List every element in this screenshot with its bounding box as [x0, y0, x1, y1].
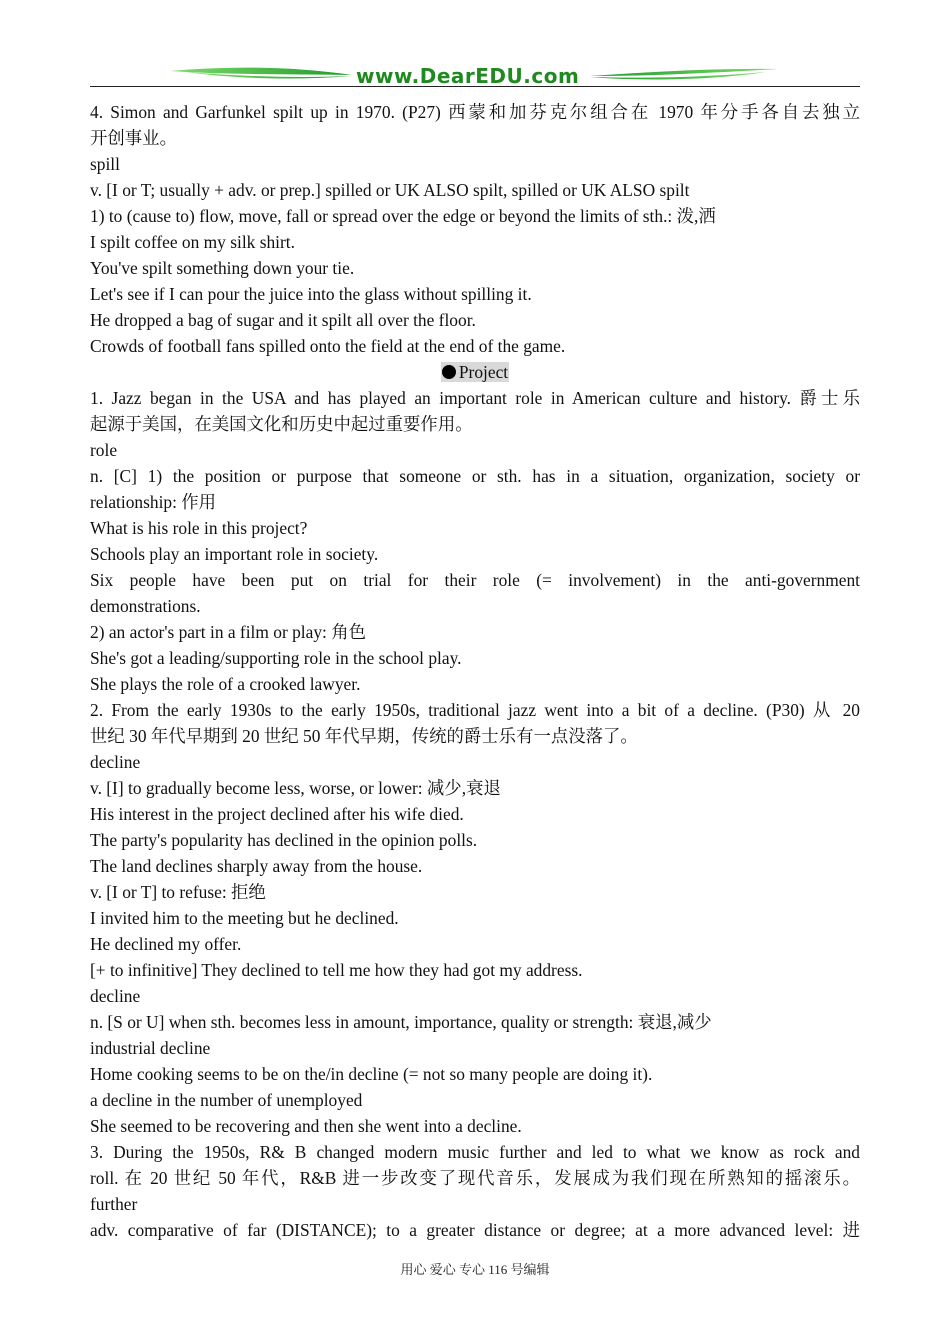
text-line: n. [C] 1) the position or purpose that someone or sth. has in a situation, organization, society or — [90, 466, 860, 486]
text-line: decline — [90, 986, 141, 1006]
text-line: 1. Jazz began in the USA and has played an important role in American culture and history. 爵士乐 — [90, 388, 860, 408]
text-line: He declined my offer. — [90, 934, 242, 954]
section-heading-project — [90, 359, 860, 385]
text-line: She plays the role of a crooked lawyer. — [90, 674, 361, 694]
text-line: Home cooking seems to be on the/in decline (= not so many people are doing it). — [90, 1064, 653, 1084]
text-line: Six people have been put on trial for their role (= involvement) in the anti-government — [90, 570, 860, 590]
text-line: relationship: 作用 — [90, 492, 217, 512]
text-line: v. [I or T] to refuse: 拒绝 — [90, 882, 266, 902]
text-line: Crowds of football fans spilled onto the field at the end of the game. — [90, 336, 566, 356]
text-line: role — [90, 440, 118, 460]
text-line: a decline in the number of unemployed — [90, 1090, 363, 1110]
text-line: spill — [90, 154, 120, 174]
text-line: The land declines sharply away from the house. — [90, 856, 423, 876]
site-url-logo[interactable]: www.DearEDU.com — [356, 64, 580, 88]
text-line: demonstrations. — [90, 596, 201, 616]
text-line: His interest in the project declined after his wife died. — [90, 804, 464, 824]
text-line: 起源于美国，在美国文化和历史中起过重要作用。 — [90, 414, 473, 434]
text-line: 2) an actor's part in a film or play: 角色 — [90, 622, 366, 642]
text-line: n. [S or U] when sth. becomes less in amount, importance, quality or strength: 衰退,减少 — [90, 1012, 712, 1032]
text-line: roll. 在 20 世纪 50 年代，R&B 进一步改变了现代音乐，发展成为我们现在所熟知的摇滚乐。 — [90, 1168, 860, 1188]
section-heading-label — [441, 362, 509, 382]
text-line: 2. From the early 1930s to the early 1950s, traditional jazz went into a bit of a decline. (P30) 从 20 — [90, 700, 860, 720]
text-line: v. [I] to gradually become less, worse, or lower: 减少,衰退 — [90, 778, 501, 798]
text-line: industrial decline — [90, 1038, 211, 1058]
text-line: adv. comparative of far (DISTANCE); to a greater distance or degree; at a more advanced level: 进 — [90, 1220, 860, 1240]
text-line: You've spilt something down your tie. — [90, 258, 355, 278]
text-line: She seemed to be recovering and then she went into a decline. — [90, 1116, 522, 1136]
text-line: [+ to infinitive] They declined to tell me how they had got my address. — [90, 960, 583, 980]
text-line: The party's popularity has declined in the opinion polls. — [90, 830, 478, 850]
text-line: I invited him to the meeting but he declined. — [90, 908, 399, 928]
text-line: Let's see if I can pour the juice into the glass without spilling it. — [90, 284, 532, 304]
text-line: v. [I or T; usually + adv. or prep.] spilled or UK ALSO spilt, spilled or UK ALSO spilt — [90, 180, 690, 200]
text-line: decline — [90, 752, 141, 772]
text-line: 世纪 30 年代早期到 20 世纪 50 年代早期，传统的爵士乐有一点没落了。 — [90, 726, 638, 746]
text-line: further — [90, 1194, 138, 1214]
text-line: What is his role in this project? — [90, 518, 308, 538]
text-line: Schools play an important role in society. — [90, 544, 379, 564]
text-line: 开创事业。 — [90, 128, 177, 148]
page-footer: 用心 爱心 专心 116 号编辑 — [400, 1262, 550, 1277]
bullet-icon — [442, 365, 456, 379]
document-body — [90, 99, 860, 1243]
text-line: She's got a leading/supporting role in the school play. — [90, 648, 462, 668]
text-line: He dropped a bag of sugar and it spilt all over the floor. — [90, 310, 476, 330]
text-line: 1) to (cause to) flow, move, fall or spread over the edge or beyond the limits of sth.: 泼,洒 — [90, 206, 716, 226]
section-heading-text: Project — [458, 362, 509, 382]
text-line: 4. Simon and Garfunkel spilt up in 1970. (P27) 西蒙和加芬克尔组合在 1970 年分手各自去独立 — [90, 102, 860, 122]
text-line: 3. During the 1950s, R& B changed modern music further and led to what we know as rock and — [90, 1142, 860, 1162]
header-divider — [90, 86, 860, 87]
text-line: I spilt coffee on my silk shirt. — [90, 232, 295, 252]
